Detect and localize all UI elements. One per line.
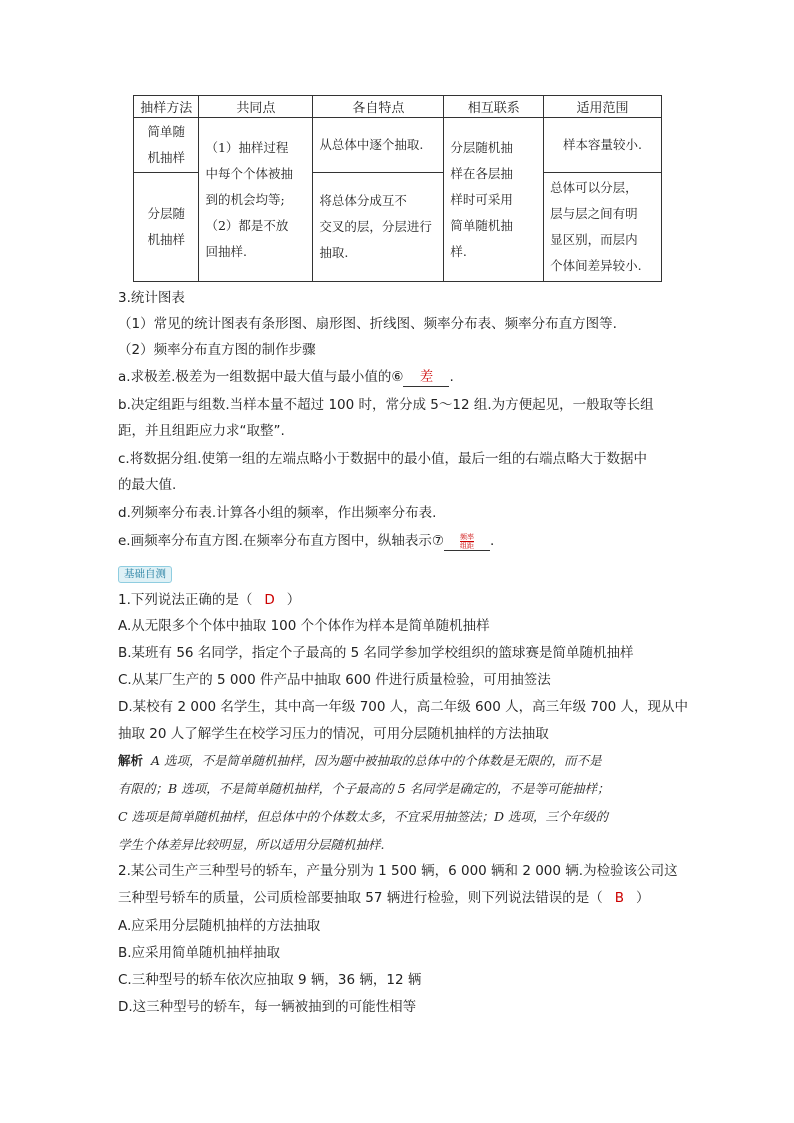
- section-title: 3.统计图表: [118, 290, 185, 306]
- header-method: 抽样方法: [134, 96, 199, 118]
- option-d-line2: 抽取 20 人了解学生在校学习压力的情况，可用分层随机抽样的方法抽取: [118, 726, 549, 742]
- option-d-line1: D.某校有 2 000 名学生，其中高一年级 700 人，高二年级 600 人，高三年级 700 人，现从中: [118, 699, 688, 715]
- option-a: A.应采用分层随机抽样的方法抽取: [118, 918, 321, 934]
- section-tag: 基础自测: [118, 566, 172, 583]
- cell-method-simple: 简单随 机抽样: [134, 118, 199, 173]
- cell-relation: 分层随机抽 样在各层抽 样时可采用 简单随机抽 样.: [444, 118, 544, 282]
- paragraph: （2）频率分布直方图的制作步骤: [118, 342, 316, 358]
- answer-letter: D: [264, 592, 275, 608]
- fraction-answer: 频率 组距: [460, 532, 474, 550]
- cell-feature-stratified: 将总体分成互不 交叉的层，分层进行 抽取.: [313, 173, 444, 282]
- option-a: A.从无限多个个体中抽取 100 个个体作为样本是简单随机抽样: [118, 618, 490, 634]
- answer-letter: B: [614, 890, 625, 906]
- header-common: 共同点: [199, 96, 313, 118]
- header-feature: 各自特点: [313, 96, 444, 118]
- option-b: B.某班有 56 名同学，指定个子最高的 5 名同学参加学校组织的篮球赛是简单随机抽样: [118, 645, 634, 661]
- answer-blank: 差: [403, 368, 449, 387]
- explanation-line2: 有限的；B 选项，不是简单随机抽样，个子最高的 5 名同学是确定的，不是等可能抽样；: [118, 781, 610, 796]
- cell-feature-simple: 从总体中逐个抽取.: [313, 118, 444, 173]
- step-b-line1: b.决定组距与组数.当样本量不超过 100 时，常分成 5～12 组.为方便起见，一般取等长组: [118, 397, 654, 413]
- step-b-line2: 距，并且组距应力求“取整”.: [118, 423, 285, 439]
- explanation-line3: C 选项是简单随机抽样，但总体中的个体数太多，不宜采用抽签法；D 选项，三个年级的: [118, 809, 609, 824]
- question-2-stem-line2: 三种型号轿车的质量，公司质检部要抽取 57 辆进行检验，则下列说法错误的是（ B ）: [118, 890, 650, 906]
- step-e: e.画频率分布直方图.在频率分布直方图中，纵轴表示⑦ 频率 组距 .: [118, 532, 495, 550]
- option-b: B.应采用简单随机抽样抽取: [118, 945, 281, 961]
- cell-scope-simple: 样本容量较小.: [544, 118, 662, 173]
- table-row: [134, 118, 662, 173]
- sampling-comparison-table: [133, 95, 662, 282]
- question-2-stem-line1: 2.某公司生产三种型号的轿车，产量分别为 1 500 辆，6 000 辆和 2 000 辆.为检验该公司这: [118, 863, 678, 879]
- step-a: a.求极差.极差为一组数据中最大值与最小值的⑥ 差 .: [118, 369, 454, 385]
- answer-blank: [444, 532, 490, 551]
- question-1-stem: 1.下列说法正确的是（ D ）: [118, 592, 301, 608]
- header-scope: 适用范围: [544, 96, 662, 118]
- cell-method-stratified: 分层随 机抽样: [134, 173, 199, 282]
- cell-common: （1）抽样过程 中每个个体被抽 到的机会均等; （2）都是不放 回抽样.: [199, 118, 313, 282]
- explanation-line1: 解析 A 选项，不是简单随机抽样，因为题中被抽取的总体中的个体数是无限的，而不是: [118, 753, 602, 768]
- step-d: d.列频率分布表.计算各小组的频率，作出频率分布表.: [118, 505, 437, 521]
- paragraph: （1）常见的统计图表有条形图、扇形图、折线图、频率分布表、频率分布直方图等.: [118, 316, 617, 332]
- cell-scope-stratified: 总体可以分层， 层与层之间有明 显区别，而层内 个体间差异较小.: [544, 173, 662, 282]
- explanation-line4: 学生个体差异比较明显，所以适用分层随机抽样.: [118, 837, 385, 852]
- step-c-line1: c.将数据分组.使第一组的左端点略小于数据中的最小值，最后一组的右端点略大于数据中: [118, 451, 648, 467]
- option-c: C.从某厂生产的 5 000 件产品中抽取 600 件进行质量检验，可用抽签法: [118, 672, 551, 688]
- table-header-row: [134, 96, 662, 118]
- step-c-line2: 的最大值.: [118, 477, 177, 493]
- explanation-label: 解析: [118, 753, 144, 768]
- header-relation: 相互联系: [444, 96, 544, 118]
- option-c: C.三种型号的轿车依次应抽取 9 辆，36 辆，12 辆: [118, 972, 422, 988]
- option-d: D.这三种型号的轿车，每一辆被抽到的可能性相等: [118, 999, 417, 1015]
